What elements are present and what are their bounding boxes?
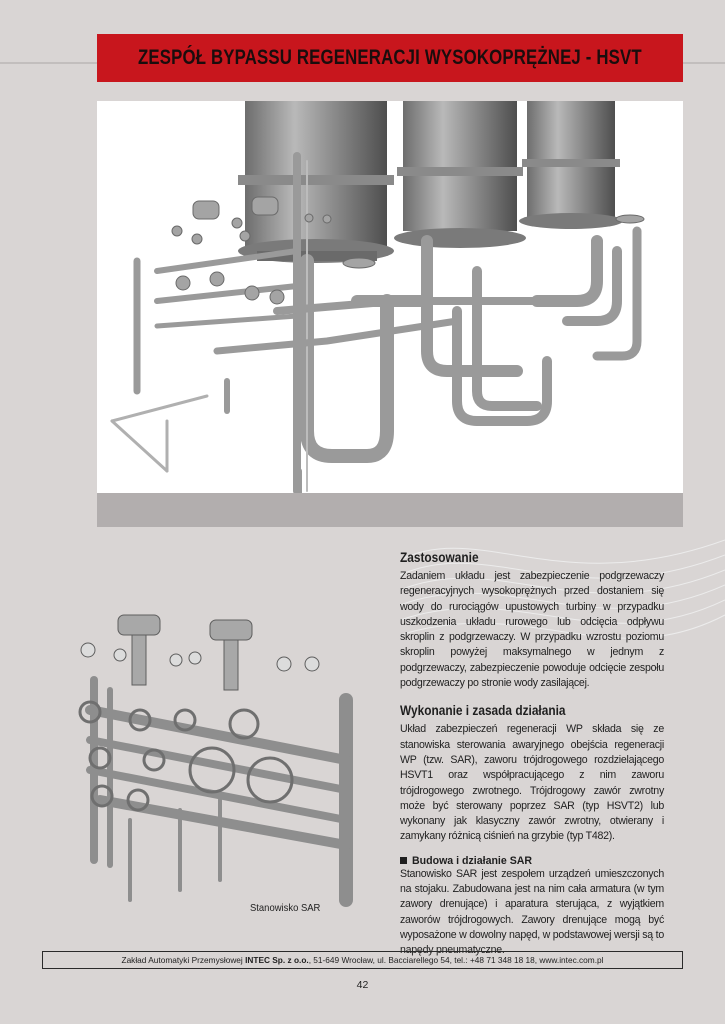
installation-illustration xyxy=(97,101,683,493)
section-heading-zastosowanie: Zastosowanie xyxy=(400,550,479,565)
footer-prefix: Zakład Automatyki Przemysłowej xyxy=(121,955,246,965)
page-number: 42 xyxy=(356,979,369,991)
heater-tank xyxy=(519,101,623,229)
text-column xyxy=(400,550,664,959)
section-body-zastosowanie: Zadaniem układu jest zabezpieczenie podgrzewaczy regeneracyjnych wysokoprężnych przed dostaniem się wody do rurociągów upustowych turbiny w przypadku uszkodzenia układu rurowego lub odcięcia odpływu skroplin z podgrzewaczy. W przypadku wzrostu poziomu skroplin powyżej maksymalnego w jednym z podgrzewaczy, zabezpieczenie powoduje odcięcie zespołu podgrzewaczy po stronie wody zasilającej. xyxy=(400,570,664,690)
footer-address: , 51-649 Wrocław, ul. Bacciarellego 54, tel.: +48 71 348 18 18, www.intec.com.pl xyxy=(308,955,604,965)
page-title: ZESPÓŁ BYPASSU REGENERACJI WYSOKOPRĘŻNEJ - HSVT xyxy=(138,46,642,69)
heater-tank xyxy=(238,101,394,263)
heater-tank xyxy=(394,101,526,248)
footer-company: INTEC Sp. z o.o. xyxy=(245,955,309,965)
section-heading-wykonanie: Wykonanie i zasada działania xyxy=(400,703,566,719)
footer-address-box xyxy=(42,951,683,969)
subsection-heading-text: Budowa i działanie SAR xyxy=(412,854,533,867)
subsection-heading xyxy=(400,855,664,867)
sar-station-illustration xyxy=(70,610,370,910)
sar-image-caption: Stanowisko SAR xyxy=(250,902,321,914)
square-bullet-icon xyxy=(400,857,407,864)
subsection-body: Stanowisko SAR jest zespołem urządzeń umieszczonych na stojaku. Zabudowana jest na nim cała armatura (w tym zawory drenujące) i aparatura sterująca, z wyjątkiem zaworów trójdrogowych. Zawory drenujące mogą być wyposażone w dowolny napęd, w podstawowej wersji są to napędy pneumatyczne. xyxy=(400,867,664,957)
title-banner xyxy=(97,34,683,82)
section-body-wykonanie: Układ zabezpieczeń regeneracji WP składa się ze stanowiska sterowania awaryjnego obejścia regeneracji WP (tzw. SAR), zaworu trójdrogowego rozdzielającego HSVT1 oraz współpracującego z nim zaworu trójdrogowego zwrotnego. Trójdrogowy zawór zwrotny może być sterowany poprzez SAR (typ HSVT2) lub wykonany jak klasyczny zawór zwrotny, otwierany i zamykany różnicą ciśnień na grzybie (typ T482). xyxy=(400,723,664,843)
